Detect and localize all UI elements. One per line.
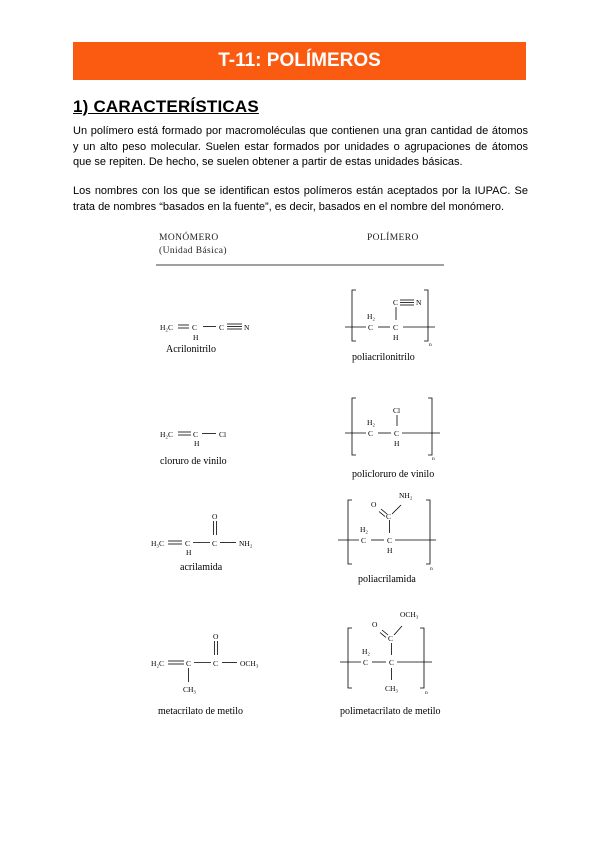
monomer-name-3: acrilamida [180, 562, 223, 573]
atom-label: NH₂ [399, 491, 413, 500]
polymer-name-4: polimetacrilato de metilo [340, 706, 441, 717]
carbonyl-b [380, 633, 386, 638]
repeat-subscript: n [429, 342, 432, 348]
atom-label: C [361, 536, 367, 545]
atom-label: C [212, 539, 218, 548]
atom-label: H [393, 333, 399, 342]
amide-bond [392, 505, 401, 514]
repeat-subscript: n [425, 690, 428, 696]
atom-label: H₂ [367, 312, 376, 321]
atom-label: H₃C [151, 539, 165, 548]
bracket-left [352, 290, 356, 341]
monomer-column-subheader: (Unidad Básica) [159, 246, 227, 256]
atom-label: CH₃ [183, 685, 197, 694]
atom-label: O [213, 632, 219, 641]
atom-label: CH₃ [385, 684, 399, 693]
bracket-left [352, 398, 356, 455]
atom-label: Cl [393, 406, 401, 415]
atom-label: NH₂ [239, 539, 253, 548]
intro-paragraph: Un polímero está formado por macromoléculas que contienen una gran cantidad de átomos y un alto peso molecular. Suelen estar formados por unidades o agrupaciones de átomos que se repiten. De hecho, se suelen obtener a partir de estas unidades básicas. [73, 125, 528, 168]
page-title: T-11: POLÍMEROS [218, 50, 381, 71]
atom-label: N [416, 298, 422, 307]
monomer-name-2: cloruro de vinilo [160, 456, 227, 467]
atom-label: C [368, 323, 374, 332]
polymer-name-1: poliacrilonitrilo [352, 352, 415, 363]
atom-label: H [387, 546, 393, 555]
atom-label: OCH₃ [400, 610, 419, 619]
atom-label: C [185, 539, 191, 548]
repeat-subscript: n [430, 566, 433, 572]
atom-label: OCH₃ [240, 659, 259, 668]
atom-label: C [394, 429, 400, 438]
repeat-subscript: n [432, 456, 435, 462]
bracket-right [428, 398, 432, 455]
naming-paragraph: Los nombres con los que se identifican estos polímeros están aceptados por la IUPAC. Se trata de nombres “basados en la fuente”, es decir, basados en el nombre del monómero. [73, 185, 528, 213]
monomer-name-4: metacrilato de metilo [158, 706, 243, 717]
atom-label: Cl [219, 430, 227, 439]
atom-label: H₂ [360, 525, 369, 534]
atom-label: C [386, 512, 392, 521]
atom-label: C [389, 658, 395, 667]
atom-label: H₂ [362, 647, 371, 656]
atom-label: C [193, 430, 199, 439]
atom-label: C [192, 323, 198, 332]
atom-label: C [368, 429, 374, 438]
atom-label: H₂C [160, 430, 174, 439]
atom-label: H [394, 439, 400, 448]
atom-label: C [213, 659, 219, 668]
bracket-right [426, 500, 430, 564]
atom-label: N [244, 323, 250, 332]
section-heading: 1) CARACTERÍSTICAS [73, 97, 259, 116]
atom-label: C [363, 658, 369, 667]
atom-label: H [186, 548, 192, 557]
atom-label: C [219, 323, 225, 332]
atom-label: C [393, 298, 399, 307]
bracket-right [424, 290, 428, 341]
polymer-column-header: POLÍMERO [367, 233, 419, 243]
polymer-name-3: poliacrilamida [358, 574, 416, 585]
bracket-right [420, 628, 424, 688]
carbonyl-b [379, 512, 385, 517]
atom-label: O [371, 500, 377, 509]
atom-label: C [186, 659, 192, 668]
polymer-name-2: policloruro de vinilo [352, 469, 435, 480]
atom-label: C [388, 634, 394, 643]
atom-label: H₂ [367, 418, 376, 427]
atom-label: C [393, 323, 399, 332]
atom-label: H [194, 439, 200, 448]
atom-label: H₂C [160, 323, 174, 332]
atom-label: H [193, 333, 199, 342]
atom-label: H₂C [151, 659, 165, 668]
monomer-name-1: Acrilonitrilo [166, 344, 216, 355]
ester-bond [394, 626, 402, 635]
bracket-left [348, 500, 352, 564]
atom-label: C [387, 536, 393, 545]
bracket-left [348, 628, 352, 688]
monomer-column-header: MONÓMERO [159, 233, 219, 243]
atom-label: O [212, 512, 218, 521]
atom-label: O [372, 620, 378, 629]
